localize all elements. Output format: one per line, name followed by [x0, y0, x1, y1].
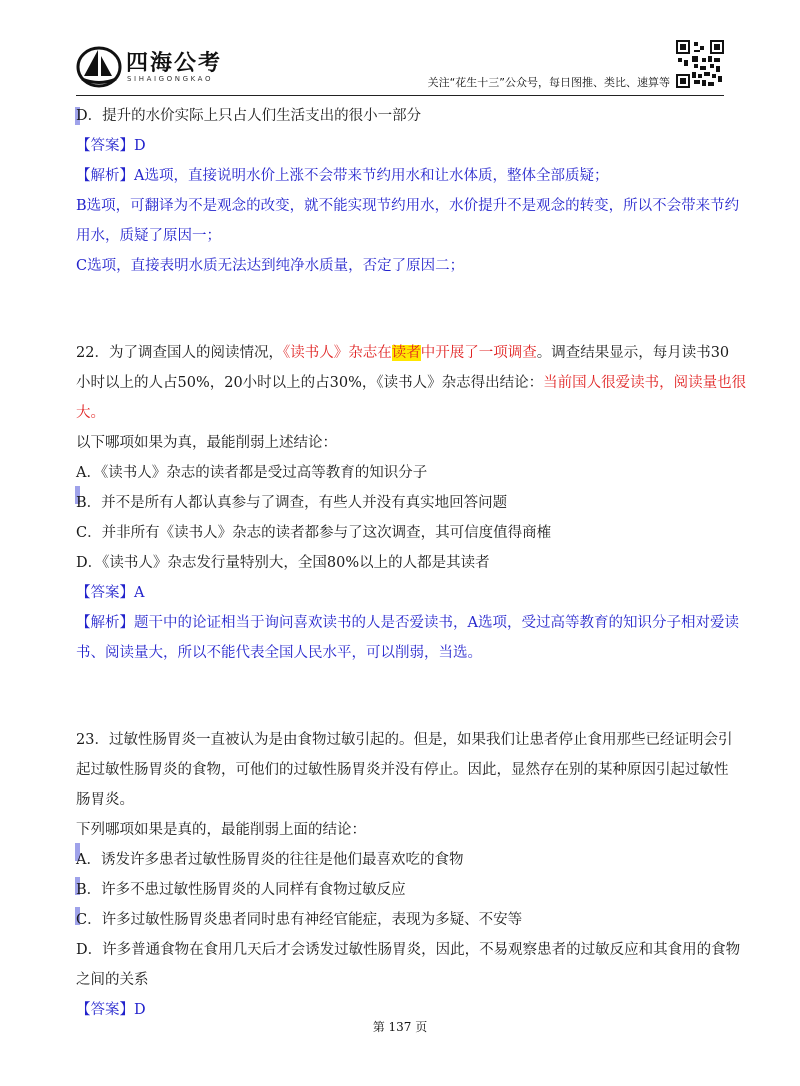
logo-chinese-text: 四海公考: [126, 51, 223, 76]
header-slogan: 关注“花生十三”公众号，每日图推、类比、速算等: [427, 76, 670, 89]
q22-option-d: D．《读书人》杂志发行量特别大，全国80%以上的人都是其读者: [76, 555, 490, 571]
q22-stem-line-3: 大。: [76, 405, 105, 421]
q21-option-d: D．提升的水价实际上只占人们生活支出的很小一部分: [76, 108, 422, 124]
q21-analysis-line-1: 【解析】A选项，直接说明水价上涨不会带来节约用水和让水体质，整体全部质疑；: [76, 168, 609, 184]
q22-question: 以下哪项如果为真，最能削弱上述结论：: [76, 435, 337, 451]
q23-option-c: C．许多过敏性肠胃炎患者同时患有神经官能症，表现为多疑、不安等: [76, 912, 523, 928]
q23-option-d-line-1: D．许多普通食物在食用几天后才会诱发过敏性肠胃炎，因此，不易观察患者的过敏反应和其食用的食物: [76, 942, 741, 958]
q22-stem-line-2: 小时以上的人占50%，20小时以上的占30%，《读书人》杂志得出结论：当前国人很爱读书，阅读量也很: [76, 375, 747, 391]
header-divider: [76, 95, 724, 96]
logo-english-text: SIHAIGONGKAO: [127, 75, 214, 83]
q22-option-a: A．《读书人》杂志的读者都是受过高等教育的知识分子: [76, 465, 428, 481]
q23-option-b: B．许多不患过敏性肠胃炎的人同样有食物过敏反应: [76, 882, 406, 898]
q23-option-a: A．诱发许多患者过敏性肠胃炎的往往是他们最喜欢吃的食物: [76, 852, 464, 868]
q22-answer: 【答案】A: [76, 585, 145, 601]
page-number: 第 137 页: [372, 1020, 428, 1034]
q23-stem-line-1: 23．过敏性肠胃炎一直被认为是由食物过敏引起的。但是，如果我们让患者停止食用那些已经证明会引: [76, 732, 733, 748]
q21-analysis-line-3: 用水，质疑了原因一；: [76, 228, 221, 244]
page-header: [0, 0, 800, 100]
q22-option-b: B．并不是所有人都认真参与了调查，有些人并没有真实地回答问题: [76, 495, 508, 511]
q21-analysis-line-2: B选项，可翻译为不是观念的改变，就不能实现节约用水，水价提升不是观念的转变，所以不会带来节约: [76, 198, 740, 214]
logo: [76, 44, 236, 90]
sailboat-logo-icon: [76, 44, 122, 88]
q21-answer: 【答案】D: [76, 138, 146, 154]
q21-analysis-line-4: C选项，直接表明水质无法达到纯净水质量，否定了原因二；: [76, 258, 465, 274]
q23-stem-line-2: 起过敏性肠胃炎的食物，可他们的过敏性肠胃炎并没有停止。因此，显然存在别的某种原因引起过敏性: [76, 762, 729, 778]
q22-analysis-line-2: 书、阅读量大，所以不能代表全国人民水平，可以削弱，当选。: [76, 645, 482, 661]
q22-stem-line-1: 22．为了调查国人的阅读情况，《读书人》杂志在读者中开展了一项调查。调查结果显示，每月读书30: [76, 345, 730, 361]
q23-answer: 【答案】D: [76, 1002, 146, 1018]
q23-option-d-line-2: 之间的关系: [76, 972, 149, 988]
q22-analysis-line-1: 【解析】题干中的论证相当于询问喜欢读书的人是否爱读书，A选项，受过高等教育的知识分子相对爱读: [76, 615, 739, 631]
q22-option-c: C．并非所有《读书人》杂志的读者都参与了这次调查，其可信度值得商榷: [76, 525, 552, 541]
q23-stem-line-3: 肠胃炎。: [76, 792, 134, 808]
q23-question: 下列哪项如果是真的，最能削弱上面的结论：: [76, 822, 366, 838]
qr-code-icon: [676, 40, 724, 88]
